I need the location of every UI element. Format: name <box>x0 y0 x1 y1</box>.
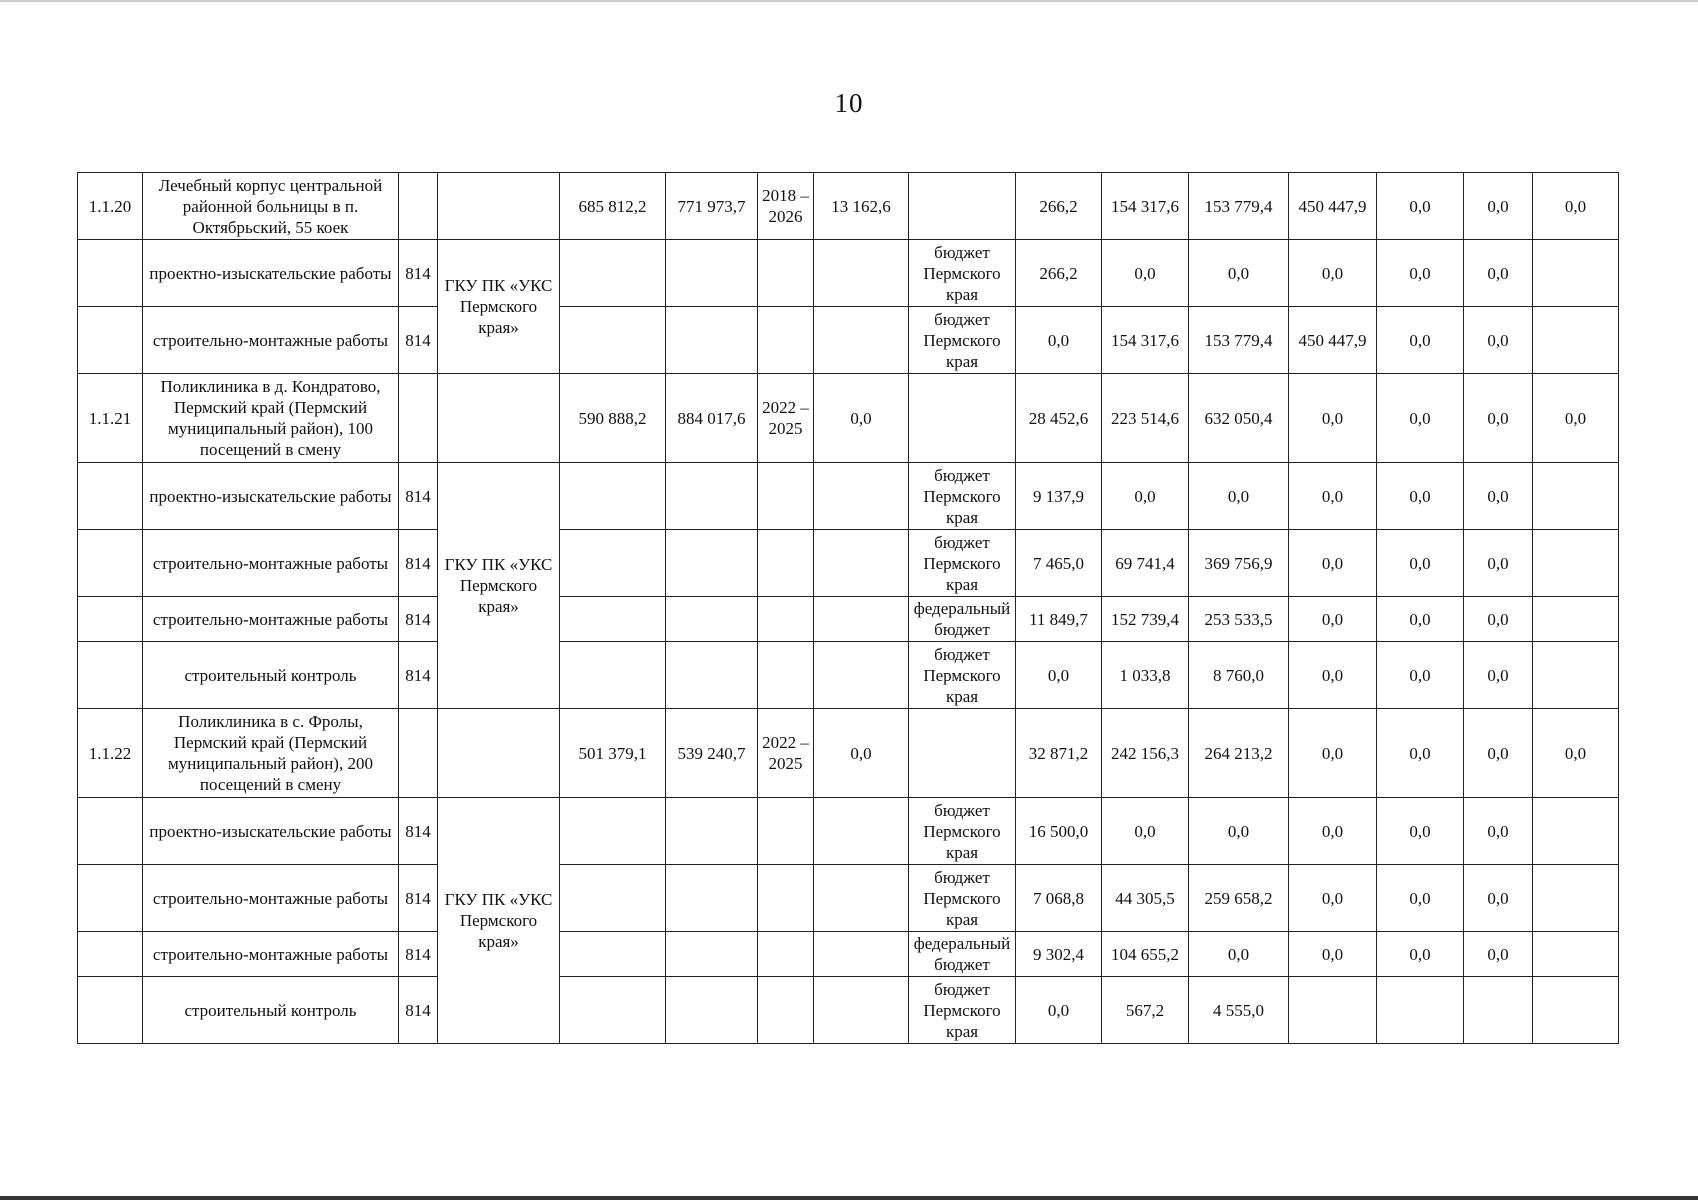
year-value-6: 0,0 <box>1464 240 1533 307</box>
year-value-4: 0,0 <box>1289 642 1377 709</box>
value-3: 13 162,6 <box>814 173 909 240</box>
year-value-7 <box>1533 597 1619 642</box>
year-value-5: 0,0 <box>1377 709 1464 798</box>
value-3 <box>814 463 909 530</box>
table-row <box>78 374 1619 463</box>
customer: ГКУ ПК «УКС Пермского края» <box>438 240 560 374</box>
year-value-5: 0,0 <box>1377 173 1464 240</box>
years <box>758 597 814 642</box>
year-value-1: 11 849,7 <box>1016 597 1102 642</box>
number-cell <box>78 798 143 865</box>
year-value-1: 9 137,9 <box>1016 463 1102 530</box>
year-value-3: 369 756,9 <box>1189 530 1289 597</box>
year-value-6: 0,0 <box>1464 597 1533 642</box>
years: 2022 – 2025 <box>758 709 814 798</box>
year-value-1: 266,2 <box>1016 240 1102 307</box>
object-number: 1.1.20 <box>78 173 143 240</box>
year-value-2: 567,2 <box>1102 977 1189 1044</box>
code: 814 <box>399 865 438 932</box>
value-1 <box>560 597 666 642</box>
year-value-6: 0,0 <box>1464 530 1533 597</box>
value-1: 590 888,2 <box>560 374 666 463</box>
customer: ГКУ ПК «УКС Пермского края» <box>438 463 560 709</box>
table-row <box>78 173 1619 240</box>
value-1: 501 379,1 <box>560 709 666 798</box>
code: 814 <box>399 642 438 709</box>
funding-source: бюджет Пермского края <box>909 798 1016 865</box>
table-row <box>78 977 1619 1044</box>
number-cell <box>78 307 143 374</box>
value-1 <box>560 932 666 977</box>
number-cell <box>78 642 143 709</box>
customer-cell <box>438 709 560 798</box>
customer-cell <box>438 374 560 463</box>
year-value-6: 0,0 <box>1464 709 1533 798</box>
code: 814 <box>399 530 438 597</box>
year-value-3: 632 050,4 <box>1189 374 1289 463</box>
funding-source: бюджет Пермского края <box>909 865 1016 932</box>
work-name: строительно-монтажные работы <box>143 932 399 977</box>
funding-source: федеральный бюджет <box>909 597 1016 642</box>
year-value-5: 0,0 <box>1377 865 1464 932</box>
year-value-1: 9 302,4 <box>1016 932 1102 977</box>
year-value-4: 0,0 <box>1289 530 1377 597</box>
value-1: 685 812,2 <box>560 173 666 240</box>
work-name: строительный контроль <box>143 642 399 709</box>
years <box>758 530 814 597</box>
value-2 <box>666 865 758 932</box>
object-name: Поликлиника в д. Кондратово, Пермский край (Пермский муниципальный район), 100 посещений в смену <box>143 374 399 463</box>
source-cell <box>909 374 1016 463</box>
value-1 <box>560 530 666 597</box>
year-value-3: 8 760,0 <box>1189 642 1289 709</box>
year-value-3: 0,0 <box>1189 932 1289 977</box>
year-value-4: 0,0 <box>1289 597 1377 642</box>
year-value-7 <box>1533 798 1619 865</box>
work-name: строительный контроль <box>143 977 399 1044</box>
year-value-2: 154 317,6 <box>1102 173 1189 240</box>
year-value-5: 0,0 <box>1377 642 1464 709</box>
year-value-1: 7 465,0 <box>1016 530 1102 597</box>
year-value-6: 0,0 <box>1464 463 1533 530</box>
year-value-6: 0,0 <box>1464 932 1533 977</box>
value-1 <box>560 307 666 374</box>
table-row <box>78 530 1619 597</box>
work-name: строительно-монтажные работы <box>143 865 399 932</box>
year-value-6: 0,0 <box>1464 173 1533 240</box>
year-value-5 <box>1377 977 1464 1044</box>
funding-source: бюджет Пермского края <box>909 530 1016 597</box>
year-value-2: 152 739,4 <box>1102 597 1189 642</box>
year-value-7 <box>1533 530 1619 597</box>
source-cell <box>909 709 1016 798</box>
years <box>758 865 814 932</box>
year-value-3: 153 779,4 <box>1189 307 1289 374</box>
work-name: строительно-монтажные работы <box>143 307 399 374</box>
year-value-4: 0,0 <box>1289 463 1377 530</box>
year-value-6: 0,0 <box>1464 798 1533 865</box>
value-2 <box>666 307 758 374</box>
funding-source: федеральный бюджет <box>909 932 1016 977</box>
year-value-5: 0,0 <box>1377 463 1464 530</box>
code: 814 <box>399 307 438 374</box>
year-value-4: 0,0 <box>1289 240 1377 307</box>
year-value-2: 154 317,6 <box>1102 307 1189 374</box>
work-name: проектно-изыскательские работы <box>143 240 399 307</box>
year-value-7 <box>1533 865 1619 932</box>
table-row <box>78 597 1619 642</box>
number-cell <box>78 977 143 1044</box>
value-1 <box>560 240 666 307</box>
year-value-6: 0,0 <box>1464 374 1533 463</box>
value-2: 884 017,6 <box>666 374 758 463</box>
years: 2022 – 2025 <box>758 374 814 463</box>
code: 814 <box>399 240 438 307</box>
year-value-6: 0,0 <box>1464 865 1533 932</box>
value-3 <box>814 798 909 865</box>
value-2 <box>666 642 758 709</box>
year-value-4: 450 447,9 <box>1289 173 1377 240</box>
value-2 <box>666 977 758 1044</box>
years <box>758 240 814 307</box>
year-value-4: 450 447,9 <box>1289 307 1377 374</box>
number-cell <box>78 530 143 597</box>
budget-table <box>77 172 1619 1044</box>
year-value-7 <box>1533 977 1619 1044</box>
value-3 <box>814 865 909 932</box>
year-value-3: 0,0 <box>1189 798 1289 865</box>
value-3 <box>814 530 909 597</box>
year-value-1: 266,2 <box>1016 173 1102 240</box>
year-value-2: 44 305,5 <box>1102 865 1189 932</box>
year-value-5: 0,0 <box>1377 530 1464 597</box>
source-cell <box>909 173 1016 240</box>
year-value-3: 153 779,4 <box>1189 173 1289 240</box>
number-cell <box>78 865 143 932</box>
years <box>758 932 814 977</box>
year-value-4 <box>1289 977 1377 1044</box>
table-row <box>78 642 1619 709</box>
year-value-7: 0,0 <box>1533 173 1619 240</box>
page-number: 10 <box>834 88 864 118</box>
year-value-6: 0,0 <box>1464 307 1533 374</box>
table-row <box>78 865 1619 932</box>
year-value-7 <box>1533 932 1619 977</box>
year-value-7 <box>1533 240 1619 307</box>
customer-cell <box>438 173 560 240</box>
year-value-1: 16 500,0 <box>1016 798 1102 865</box>
year-value-4: 0,0 <box>1289 709 1377 798</box>
year-value-2: 242 156,3 <box>1102 709 1189 798</box>
table-row <box>78 463 1619 530</box>
year-value-5: 0,0 <box>1377 240 1464 307</box>
value-3 <box>814 597 909 642</box>
value-1 <box>560 798 666 865</box>
year-value-7 <box>1533 463 1619 530</box>
customer: ГКУ ПК «УКС Пермского края» <box>438 798 560 1044</box>
year-value-1: 28 452,6 <box>1016 374 1102 463</box>
value-1 <box>560 463 666 530</box>
funding-source: бюджет Пермского края <box>909 977 1016 1044</box>
scan-edge-top <box>0 0 1698 2</box>
year-value-2: 1 033,8 <box>1102 642 1189 709</box>
value-2 <box>666 240 758 307</box>
work-name: строительно-монтажные работы <box>143 597 399 642</box>
year-value-1: 32 871,2 <box>1016 709 1102 798</box>
value-2 <box>666 932 758 977</box>
work-name: проектно-изыскательские работы <box>143 798 399 865</box>
object-name: Поликлиника в с. Фролы, Пермский край (Пермский муниципальный район), 200 посещений в смену <box>143 709 399 798</box>
value-3: 0,0 <box>814 709 909 798</box>
years <box>758 463 814 530</box>
number-cell <box>78 240 143 307</box>
value-3 <box>814 977 909 1044</box>
year-value-3: 0,0 <box>1189 463 1289 530</box>
value-1 <box>560 865 666 932</box>
year-value-2: 0,0 <box>1102 463 1189 530</box>
value-3: 0,0 <box>814 374 909 463</box>
funding-source: бюджет Пермского края <box>909 463 1016 530</box>
year-value-4: 0,0 <box>1289 374 1377 463</box>
year-value-1: 0,0 <box>1016 642 1102 709</box>
year-value-1: 0,0 <box>1016 307 1102 374</box>
table-row <box>78 307 1619 374</box>
year-value-3: 253 533,5 <box>1189 597 1289 642</box>
year-value-7 <box>1533 307 1619 374</box>
year-value-4: 0,0 <box>1289 865 1377 932</box>
value-2 <box>666 530 758 597</box>
object-name: Лечебный корпус центральной районной больницы в п. Октябрьский, 55 коек <box>143 173 399 240</box>
value-2 <box>666 798 758 865</box>
years: 2018 – 2026 <box>758 173 814 240</box>
value-2 <box>666 463 758 530</box>
code: 814 <box>399 597 438 642</box>
year-value-2: 0,0 <box>1102 240 1189 307</box>
year-value-5: 0,0 <box>1377 798 1464 865</box>
years <box>758 307 814 374</box>
table-row <box>78 798 1619 865</box>
year-value-5: 0,0 <box>1377 374 1464 463</box>
code: 814 <box>399 977 438 1044</box>
code-cell <box>399 709 438 798</box>
year-value-6 <box>1464 977 1533 1044</box>
value-1 <box>560 977 666 1044</box>
year-value-7: 0,0 <box>1533 709 1619 798</box>
scan-edge-bottom <box>0 1196 1698 1200</box>
year-value-3: 0,0 <box>1189 240 1289 307</box>
code-cell <box>399 173 438 240</box>
year-value-5: 0,0 <box>1377 307 1464 374</box>
year-value-6: 0,0 <box>1464 642 1533 709</box>
year-value-2: 0,0 <box>1102 798 1189 865</box>
object-number: 1.1.22 <box>78 709 143 798</box>
code: 814 <box>399 798 438 865</box>
year-value-2: 104 655,2 <box>1102 932 1189 977</box>
work-name: проектно-изыскательские работы <box>143 463 399 530</box>
number-cell <box>78 932 143 977</box>
year-value-2: 223 514,6 <box>1102 374 1189 463</box>
table-row <box>78 709 1619 798</box>
value-3 <box>814 307 909 374</box>
value-2 <box>666 597 758 642</box>
year-value-3: 4 555,0 <box>1189 977 1289 1044</box>
year-value-4: 0,0 <box>1289 798 1377 865</box>
year-value-5: 0,0 <box>1377 597 1464 642</box>
value-2: 771 973,7 <box>666 173 758 240</box>
value-2: 539 240,7 <box>666 709 758 798</box>
year-value-7 <box>1533 642 1619 709</box>
year-value-7: 0,0 <box>1533 374 1619 463</box>
year-value-3: 259 658,2 <box>1189 865 1289 932</box>
table-row <box>78 932 1619 977</box>
value-1 <box>560 642 666 709</box>
number-cell <box>78 597 143 642</box>
years <box>758 798 814 865</box>
years <box>758 977 814 1044</box>
code: 814 <box>399 932 438 977</box>
work-name: строительно-монтажные работы <box>143 530 399 597</box>
year-value-3: 264 213,2 <box>1189 709 1289 798</box>
value-3 <box>814 642 909 709</box>
number-cell <box>78 463 143 530</box>
funding-source: бюджет Пермского края <box>909 642 1016 709</box>
value-3 <box>814 240 909 307</box>
year-value-1: 7 068,8 <box>1016 865 1102 932</box>
value-3 <box>814 932 909 977</box>
object-number: 1.1.21 <box>78 374 143 463</box>
year-value-4: 0,0 <box>1289 932 1377 977</box>
years <box>758 642 814 709</box>
table-row <box>78 240 1619 307</box>
code: 814 <box>399 463 438 530</box>
year-value-2: 69 741,4 <box>1102 530 1189 597</box>
year-value-5: 0,0 <box>1377 932 1464 977</box>
funding-source: бюджет Пермского края <box>909 240 1016 307</box>
year-value-1: 0,0 <box>1016 977 1102 1044</box>
funding-source: бюджет Пермского края <box>909 307 1016 374</box>
code-cell <box>399 374 438 463</box>
